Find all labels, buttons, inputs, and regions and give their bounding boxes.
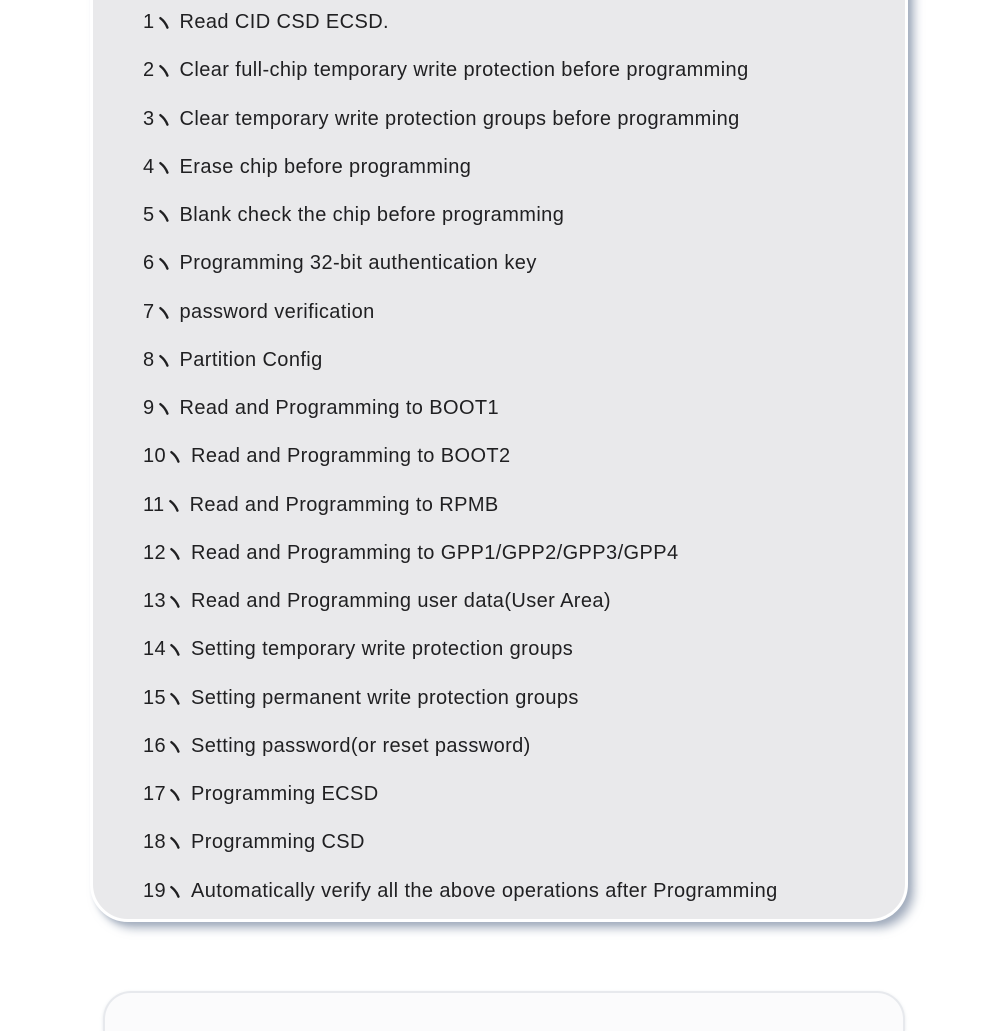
item-text: Read and Programming to RPMB [189,493,499,516]
item-text: Clear full-chip temporary write protection before programming [179,59,749,82]
list-item [143,577,895,625]
item-text: Programming 32-bit authentication key [179,252,537,275]
next-card-top-edge [103,991,905,1031]
list-item [143,239,895,287]
item-number: 17 [143,783,167,805]
list-item [143,529,895,577]
list-item [143,95,895,143]
item-text: Read and Programming to BOOT2 [191,445,511,468]
list-item [143,867,895,915]
list-item [143,818,895,866]
ideographic-comma-icon [169,835,181,850]
item-text: Read and Programming user data(User Area) [191,590,611,612]
item-text: Setting permanent write protection groups [191,686,579,709]
list-item [143,0,895,46]
ideographic-comma-icon [158,256,170,271]
item-number: 5 [143,204,155,226]
item-number: 6 [143,252,155,275]
item-number: 8 [143,348,155,371]
ideographic-comma-icon [169,594,181,609]
list-item [143,625,895,673]
item-text: Programming CSD [191,831,365,854]
item-number: 1 [143,11,155,33]
item-number: 4 [143,155,155,178]
item-number: 3 [143,107,155,130]
item-text: Erase chip before programming [179,155,472,178]
item-number: 12 [143,541,167,564]
item-number: 13 [143,590,167,612]
item-text: Read and Programming to GPP1/GPP2/GPP3/GPP4 [191,541,679,564]
item-text: Setting password(or reset password) [191,734,531,757]
ideographic-comma-icon [169,642,181,657]
item-number: 10 [143,445,167,468]
ideographic-comma-icon [158,401,170,416]
list-item [143,288,895,336]
item-number: 16 [143,734,167,757]
list-item [143,770,895,818]
ideographic-comma-icon [169,449,181,464]
item-text: Partition Config [179,348,323,371]
ideographic-comma-icon [169,691,181,706]
item-text: Programming ECSD [191,783,379,805]
item-number: 7 [143,300,155,323]
ideographic-comma-icon [169,884,181,899]
item-number: 9 [143,397,155,419]
item-number: 18 [143,831,167,854]
list-item [143,432,895,480]
ideographic-comma-icon [158,305,170,320]
list-item [143,46,895,94]
list-item [143,722,895,770]
item-text: Automatically verify all the above operations after Programming [191,879,778,902]
list-item [143,191,895,239]
item-number: 15 [143,686,167,709]
list-item [143,384,895,432]
ideographic-comma-icon [169,787,181,802]
item-text: password verification [179,300,375,323]
list-item [143,481,895,529]
ideographic-comma-icon [168,498,180,513]
ideographic-comma-icon [169,546,181,561]
ideographic-comma-icon [158,353,170,368]
ideographic-comma-icon [169,739,181,754]
ideographic-comma-icon [158,160,170,175]
item-number: 19 [143,879,167,902]
item-number: 11 [143,493,165,516]
item-text: Read and Programming to BOOT1 [179,397,500,419]
ideographic-comma-icon [158,15,170,30]
ideographic-comma-icon [158,208,170,223]
list-item [143,143,895,191]
list-item [143,336,895,384]
item-text: Clear temporary write protection groups before programming [179,107,740,130]
ideographic-comma-icon [158,112,170,127]
item-text: Setting temporary write protection groups [191,638,574,661]
item-number: 14 [143,638,167,661]
feature-list [143,0,895,915]
feature-card [90,0,908,922]
item-number: 2 [143,59,155,82]
ideographic-comma-icon [158,63,170,78]
item-text: Read CID CSD ECSD. [179,11,390,33]
item-text: Blank check the chip before programming [179,204,565,226]
list-item [143,674,895,722]
